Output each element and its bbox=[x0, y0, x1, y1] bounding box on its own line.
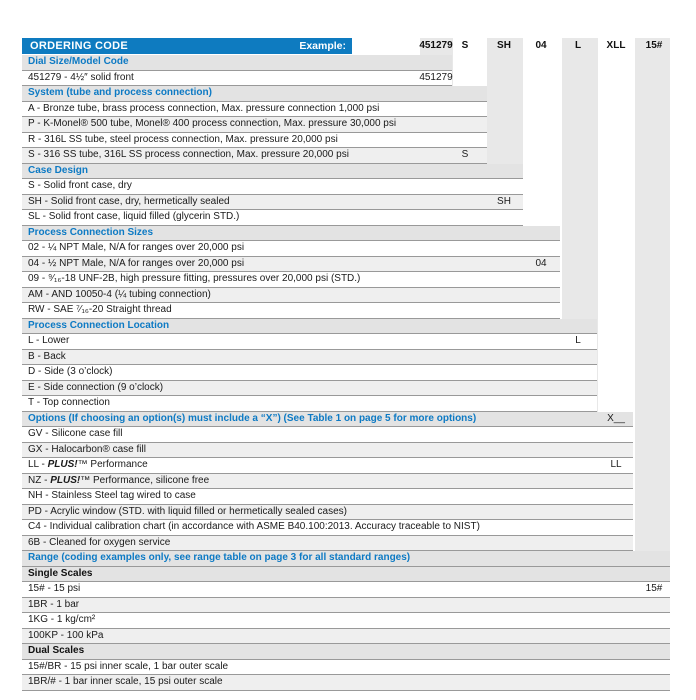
row-label: 6B - Cleaned for oxygen service bbox=[28, 536, 171, 548]
section-title: Case Design bbox=[28, 164, 89, 176]
row-value: SH bbox=[497, 195, 511, 207]
column-header-s: S bbox=[461, 40, 469, 51]
row-label: A - Bronze tube, brass process connection, Max. pressure connection 1,000 psi bbox=[28, 102, 380, 114]
scale-subheader-row bbox=[22, 644, 670, 660]
code-row bbox=[22, 613, 670, 629]
row-label: D - Side (3 o’clock) bbox=[28, 366, 113, 377]
section-header bbox=[22, 86, 487, 102]
code-row bbox=[22, 505, 633, 521]
row-label: R - 316L SS tube, steel process connection, Max. pressure 20,000 psi bbox=[28, 133, 338, 145]
column-header-sh: SH bbox=[497, 40, 511, 51]
row-label: Single Scales bbox=[28, 567, 93, 579]
row-label: B - Back bbox=[28, 350, 66, 362]
row-label: S - Solid front case, dry bbox=[28, 180, 132, 191]
row-value: 15# bbox=[645, 583, 663, 594]
ordering-code-table bbox=[22, 38, 670, 691]
row-value: X__ bbox=[607, 412, 625, 424]
code-row bbox=[22, 489, 633, 505]
row-label: GX - Halocarbon® case fill bbox=[28, 443, 146, 455]
section-title: Process Connection Sizes bbox=[28, 226, 154, 238]
ordering-code-title: ORDERING CODE bbox=[30, 40, 129, 52]
row-label: SL - Solid front case, liquid filled (glycerin STD.) bbox=[28, 211, 240, 222]
code-row bbox=[22, 443, 633, 459]
row-label: 1BR/# - 1 bar inner scale, 15 psi outer scale bbox=[28, 676, 223, 687]
section-title: Options (If choosing an option(s) must include a “X”) (See Table 1 on page 5 for more options) bbox=[28, 412, 477, 424]
ordering-code-header-row bbox=[22, 38, 670, 55]
row-label: 15#/BR - 15 psi inner scale, 1 bar outer scale bbox=[28, 660, 229, 672]
row-label-part: PLUS! bbox=[47, 459, 78, 470]
row-label-part: LL - bbox=[28, 459, 48, 470]
row-value: S bbox=[461, 149, 469, 160]
code-row bbox=[22, 241, 560, 257]
code-row bbox=[22, 288, 560, 304]
row-label-part: ™ Performance bbox=[77, 459, 148, 470]
code-row bbox=[22, 133, 487, 149]
code-row bbox=[22, 210, 523, 226]
code-row bbox=[22, 629, 670, 645]
ordering-code-bar bbox=[22, 38, 352, 54]
row-value: LL bbox=[610, 459, 622, 470]
section-header bbox=[22, 226, 560, 242]
row-value: L bbox=[575, 335, 581, 346]
row-label: NH - Stainless Steel tag wired to case bbox=[28, 490, 196, 501]
code-row bbox=[22, 272, 560, 288]
row-label: RW - SAE ⁷⁄₁₆-20 Straight thread bbox=[28, 304, 172, 315]
row-label: E - Side connection (9 o’clock) bbox=[28, 381, 164, 393]
section-header bbox=[22, 55, 452, 71]
row-label: C4 - Individual calibration chart (in accordance with ASME B40.100:2013. Accuracy traceable to NIST) bbox=[28, 521, 480, 532]
section-header bbox=[22, 164, 523, 180]
row-label: T - Top connection bbox=[28, 397, 110, 408]
row-label-part: NZ - bbox=[28, 474, 51, 486]
code-row bbox=[22, 675, 670, 691]
code-row bbox=[22, 71, 452, 87]
code-row bbox=[22, 303, 560, 319]
row-label: GV - Silicone case fill bbox=[28, 428, 123, 439]
row-label: 09 - ⁹⁄₁₆-18 UNF-2B, high pressure fitting, pressures over 20,000 psi (STD.) bbox=[28, 273, 361, 284]
row-value: 04 bbox=[535, 257, 547, 269]
section-title: Process Connection Location bbox=[28, 319, 170, 331]
code-row bbox=[22, 102, 487, 118]
row-label: 15# - 15 psi bbox=[28, 583, 81, 594]
row-label: 02 - ¼ NPT Male, N/A for ranges over 20,000 psi bbox=[28, 242, 245, 253]
row-label: Dual Scales bbox=[28, 645, 85, 656]
row-value: 451279 bbox=[419, 71, 453, 83]
example-label: Example: bbox=[299, 40, 346, 52]
code-row bbox=[22, 117, 487, 133]
row-label: SH - Solid front case, dry, hermetically sealed bbox=[28, 195, 230, 207]
column-stripe-15 bbox=[635, 38, 670, 551]
column-header-04: 04 bbox=[535, 40, 547, 51]
row-label: 100KP - 100 kPa bbox=[28, 629, 104, 641]
code-row bbox=[22, 148, 487, 164]
row-label: 1BR - 1 bar bbox=[28, 598, 80, 610]
row-label-part: ™ Performance, silicone free bbox=[80, 474, 210, 486]
section-header bbox=[22, 412, 633, 428]
code-row bbox=[22, 257, 560, 273]
section-title: Dial Size/Model Code bbox=[28, 56, 129, 67]
row-label-part: PLUS! bbox=[50, 474, 81, 486]
row-label: 04 - ½ NPT Male, N/A for ranges over 20,000 psi bbox=[28, 257, 245, 269]
row-label: S - 316 SS tube, 316L SS process connection, Max. pressure 20,000 psi bbox=[28, 149, 349, 160]
row-label: PD - Acrylic window (STD. with liquid filled or hermetically sealed cases) bbox=[28, 505, 347, 517]
section-header bbox=[22, 551, 670, 567]
code-row bbox=[22, 520, 633, 536]
column-header-xll: XLL bbox=[606, 40, 626, 51]
code-row bbox=[22, 474, 633, 490]
row-label: L - Lower bbox=[28, 335, 70, 346]
column-header-451279: 451279 bbox=[419, 40, 453, 51]
code-row bbox=[22, 381, 597, 397]
code-row bbox=[22, 598, 670, 614]
scale-subheader-row bbox=[22, 567, 670, 583]
column-header-15: 15# bbox=[645, 40, 663, 51]
section-title: System (tube and process connection) bbox=[28, 87, 212, 98]
code-row bbox=[22, 179, 523, 195]
row-label: AM - AND 10050-4 (¼ tubing connection) bbox=[28, 288, 211, 300]
row-label: 1KG - 1 kg/cm² bbox=[28, 614, 96, 625]
code-row bbox=[22, 427, 633, 443]
code-row bbox=[22, 350, 597, 366]
code-row bbox=[22, 195, 523, 211]
code-row bbox=[22, 536, 633, 552]
row-label: 451279 - 4½″ solid front bbox=[28, 71, 134, 83]
code-row bbox=[22, 660, 670, 676]
section-title: Range (coding examples only, see range table on page 3 for all standard ranges) bbox=[28, 552, 411, 563]
code-row bbox=[22, 334, 597, 350]
column-header-l: L bbox=[574, 40, 582, 51]
code-row bbox=[22, 396, 597, 412]
code-row bbox=[22, 365, 597, 381]
section-header bbox=[22, 319, 597, 335]
code-row bbox=[22, 458, 633, 474]
row-label: P - K-Monel® 500 tube, Monel® 400 process connection, Max. pressure 30,000 psi bbox=[28, 118, 397, 129]
code-row bbox=[22, 582, 670, 598]
